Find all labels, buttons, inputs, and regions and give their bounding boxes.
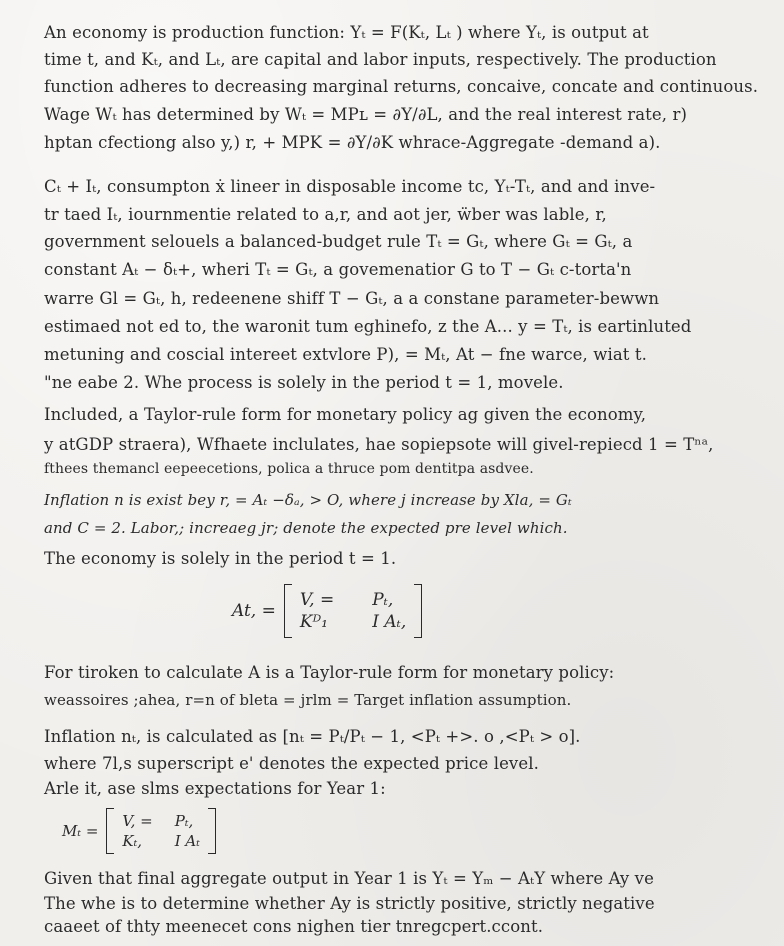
period-line: The economy is solely in the period t = 1.: [44, 549, 397, 568]
matrix-m-cells: [114, 812, 208, 850]
final-line-1: Given that final aggregate output in Year 1 is Yₜ = Yₘ − AₜY where Ay ve: [44, 869, 654, 888]
p2-line-7: metuning and coscial intereet extvlore P), = Mₜ, At − fne warce, wiat t.: [44, 345, 647, 364]
matrix-m-cell: Pₜ,: [174, 812, 194, 830]
final-line-2: The whe is to determine whether Ay is strictly positive, strictly negative: [44, 894, 655, 913]
matrix-at-cell: V, =: [299, 590, 335, 610]
p2-line-3: government selouels a balanced-budget rule Tₜ = Gₜ, where Gₜ = Gₜ, a: [44, 232, 633, 251]
italic-line-2: and C = 2. Labor,; increaeg jr; denote the expected pre level which.: [44, 519, 568, 537]
matrix-m: [62, 808, 216, 854]
matrix-at-label: At, =: [232, 601, 276, 621]
matrix-at-cell: Pₜ,: [372, 590, 394, 610]
p1-line-3: function adheres to decreasing marginal returns, concaive, concate and continuous.: [44, 77, 759, 96]
final-line-3: caaeet of thty meenecet cons nighen tier tnregcpert.ccont.: [44, 917, 544, 936]
inflation-line-3: Arle it, ase slms expectations for Year 1:: [44, 779, 386, 798]
inflation-line-1: Inflation nₜ, is calculated as [nₜ = Pₜ/Pₜ − 1, <Pₜ +>. o ,<Pₜ > o].: [44, 727, 581, 746]
p2-line-6: estimaed not ed to, the waronit tum eghinefo, z the A... y = Tₜ, is eartinluted: [44, 317, 692, 336]
p3-line-1: Included, a Taylor-rule form for monetary policy ag given the economy,: [44, 405, 647, 424]
italic-line-1: Inflation n is exist bey r, = Aₜ −δₐ, > O, where j increase by Xla, = Gₜ: [44, 491, 572, 509]
matrix-m-cell: I Aₜ: [174, 832, 200, 850]
p3-line-3: fthees themancl eepeecetions, polica a thruce pom dentitpa asdvee.: [44, 461, 534, 477]
taylor-line-2: weassoires ;ahea, r=n of bleta = jrlm = Target inflation assumption.: [44, 691, 572, 709]
matrix-m-label: Mₜ =: [62, 822, 99, 840]
matrix-m-cell: Kₜ,: [122, 832, 143, 850]
matrix-at-right-bracket: [414, 584, 422, 638]
matrix-m-cell: V, =: [122, 812, 153, 830]
p1-line-4: Wage Wₜ has determined by Wₜ = MPʟ = ∂Y/∂L, and the real interest rate, r): [44, 105, 687, 124]
matrix-at-cells: [292, 590, 414, 632]
matrix-at-cell: I Aₜ,: [372, 612, 407, 632]
p3-line-2: y atGDP straera), Wfhaete inclulates, hae sopiepsote will givel-repiecd 1 = Tⁿᵃ,: [44, 435, 714, 454]
matrix-m-right-bracket: [208, 808, 216, 854]
p2-line-2: tr taed Iₜ, iournmentie related to a,r, and aot jer, ẅber was lable, r,: [44, 205, 607, 224]
inflation-line-2: where 7l,s superscript e' denotes the expected price level.: [44, 754, 539, 773]
matrix-at-cell: Kᴰ₁: [299, 612, 328, 632]
matrix-m-left-bracket: [106, 808, 114, 854]
p2-line-1: Cₜ + Iₜ, consumpton ẋ lineer in disposable income tc, Yₜ-Tₜ, and and inve-: [44, 177, 656, 196]
matrix-at-left-bracket: [284, 584, 292, 638]
p2-line-4: constant Aₜ − δₜ+, wheri Tₜ = Gₜ, a govemenatior G to T − Gₜ c-torta'n: [44, 260, 632, 279]
p1-line-5: hptan cfectiong also y,) r, + MPK = ∂Y/∂K whrace-Aggregate -demand a).: [44, 133, 661, 152]
p1-line-1: An economy is production function: Yₜ = F(Kₜ, Lₜ ) where Yₜ, is output at: [44, 23, 649, 42]
p1-line-2: time t, and Kₜ, and Lₜ, are capital and labor inputs, respectively. The production: [44, 50, 717, 69]
matrix-at: [232, 584, 422, 638]
p2-line-5: warre Gl = Gₜ, h, redeenene shiff T − Gₜ, a a constane parameter-bewwn: [44, 289, 660, 308]
taylor-line-1: For tiroken to calculate A is a Taylor-rule form for monetary policy:: [44, 663, 615, 682]
p2-line-8: "ne eabe 2. Whe process is solely in the period t = 1, movele.: [44, 373, 564, 392]
